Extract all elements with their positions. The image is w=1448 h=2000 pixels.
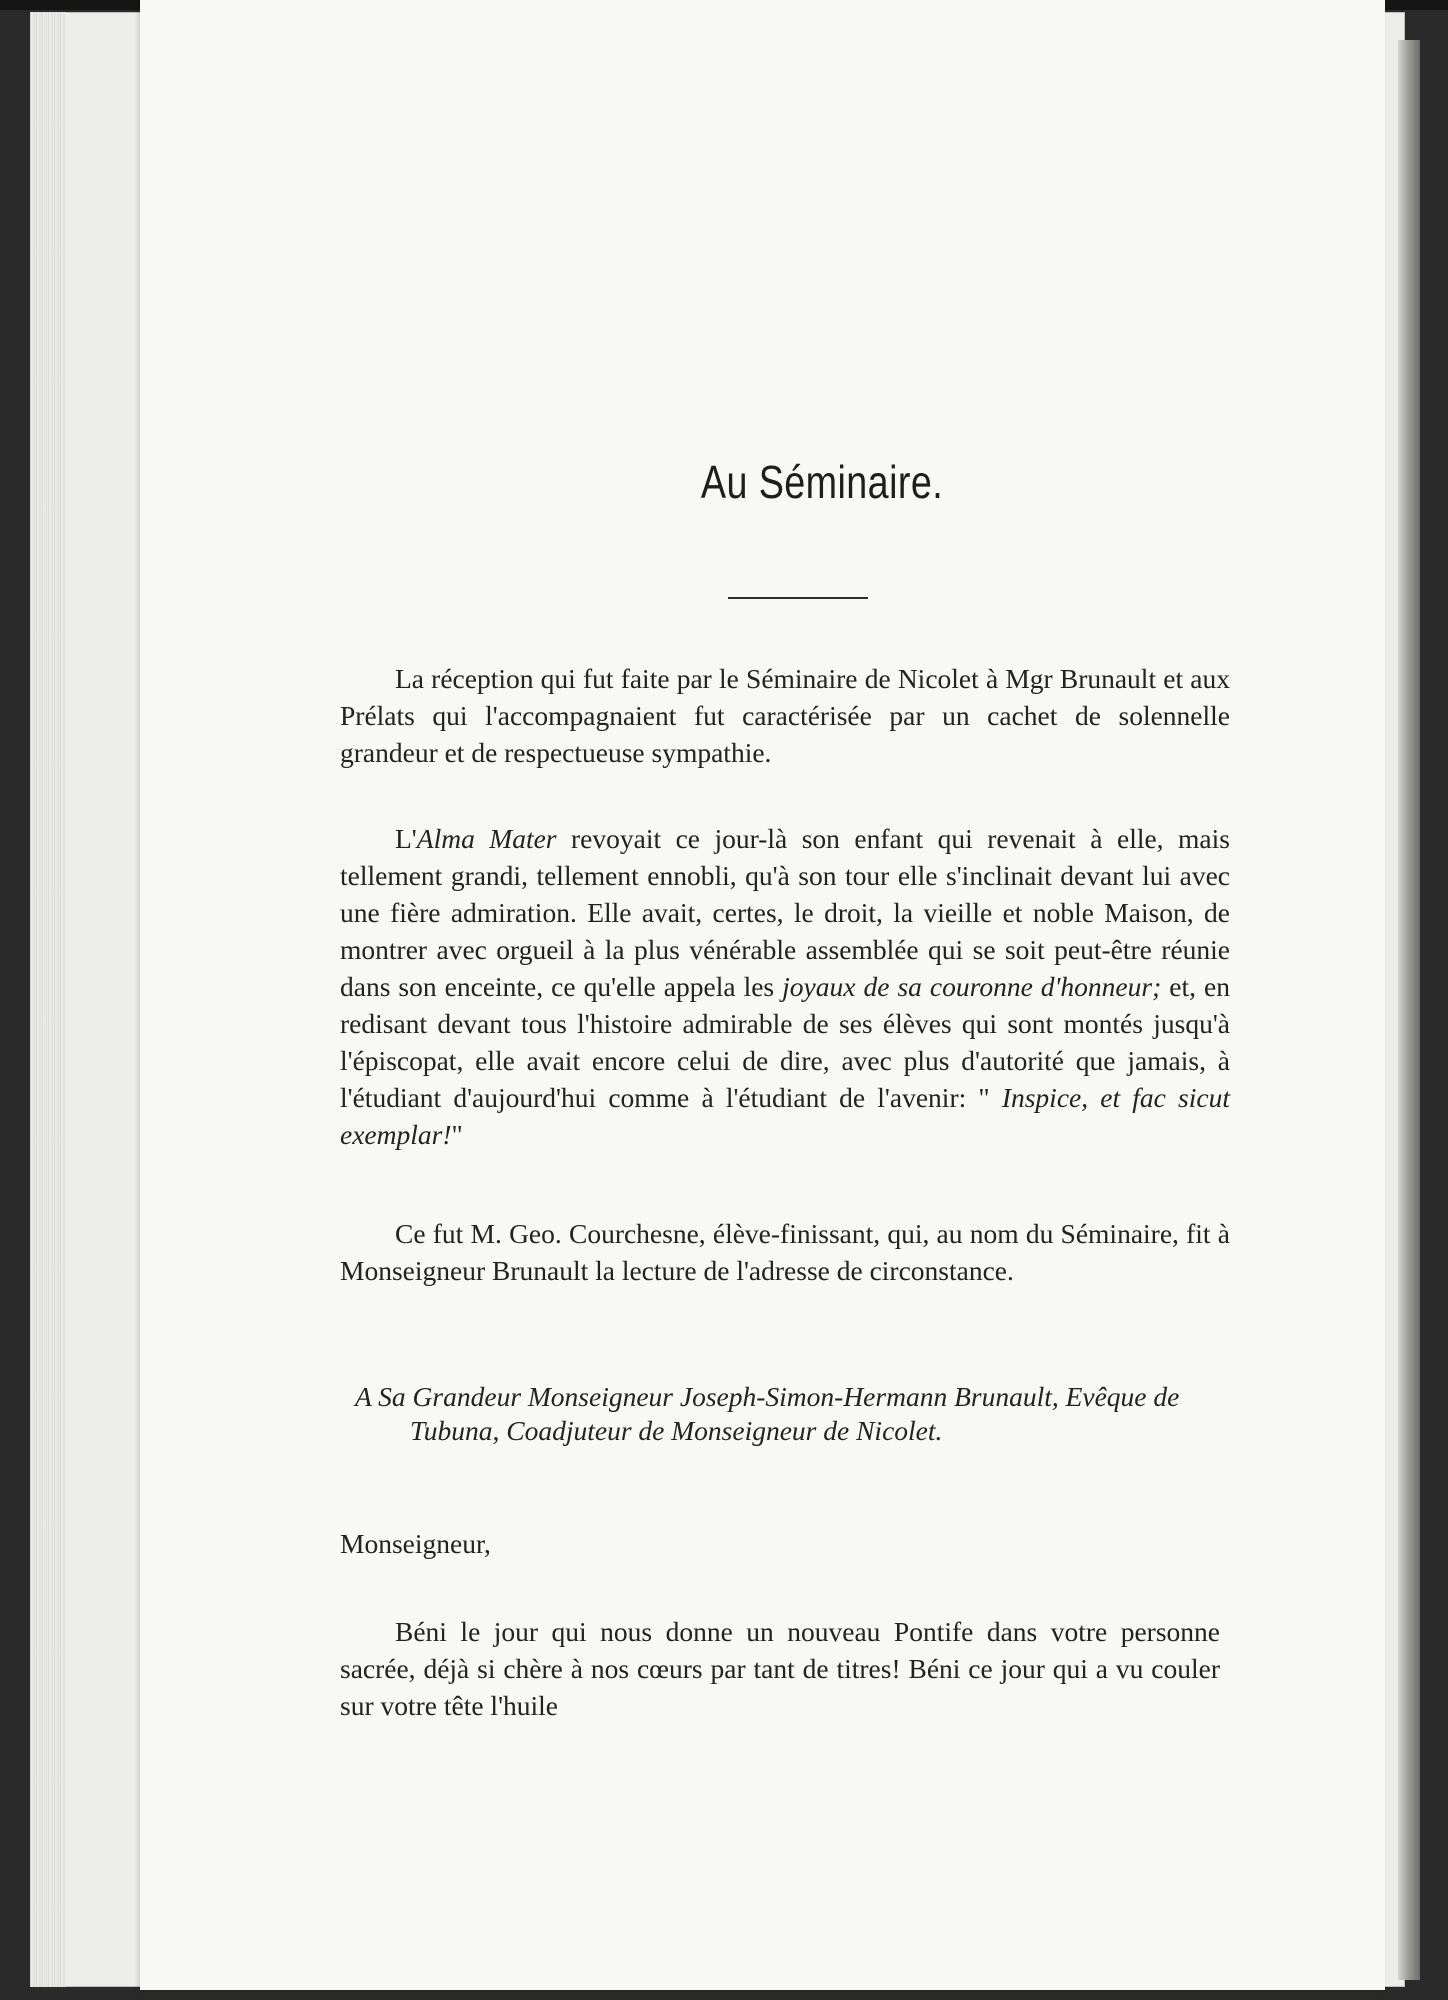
paragraph-alma-mater (340, 820, 1230, 1153)
p2-text-e: et, en redisant devant tous l'histoire admirable de ses élèves qui sont montés jusqu'à l'épiscopat, elle avait encore celui de dire, avec plus d'autorité que jamais, à l'étudiant d'aujourd'hui comme à l'étudiant de l'avenir: " (340, 971, 1230, 1113)
p2-text-c: revoyait ce jour-là son enfant qui revenait à elle, mais tellement grandi, tellement ennobli, qu'à son tour elle s'inclinait devant lui avec une fière admiration. Elle avait, certes, le droit, la vieille et noble Maison, de montrer avec orgueil à la plus vénérable assemblée qui se soit peut-être réunie dans son enceinte, ce qu'elle appela les (340, 823, 1230, 1002)
p2-italic-joyaux: joyaux de sa couronne d'honneur; (782, 971, 1162, 1002)
title-divider (728, 597, 868, 599)
paragraph-courchesne: Ce fut M. Geo. Courchesne, élève-finissant, qui, au nom du Séminaire, fit à Monseigneur Brunault la lecture de l'adresse de circonstance. (340, 1218, 1230, 1286)
p2-text-g: " (451, 1119, 463, 1150)
address-heading: A Sa Grandeur Monseigneur Joseph-Simon-Hermann Brunault, Evêque de Tubuna, Coadjuteur de Monseigneur de Nicolet. (355, 1381, 1180, 1446)
page-title: Au Séminaire. (700, 456, 944, 508)
page-edges-left (30, 12, 66, 1987)
page-edge-right (1398, 40, 1420, 1980)
p2-italic-latin-quote: Inspice, et fac sicut exemplar! (340, 1082, 1230, 1150)
p2-text-a: L' (395, 823, 417, 854)
paragraph-reception: La réception qui fut faite par le Séminaire de Nicolet à Mgr Brunault et aux Prélats qui l'accompagnaient fut caractérisée par un cachet de solennelle grandeur et de respectueuse sympathie. (340, 663, 1230, 768)
paragraph-beni: Béni le jour qui nous donne un nouveau Pontife dans votre personne sacrée, déjà si chère à nos cœurs par tant de titres! Béni ce jour qui a vu couler sur votre tête l'huile (340, 1616, 1220, 1721)
p2-italic-alma-mater: Alma Mater (416, 823, 557, 854)
salutation: Monseigneur, (340, 1528, 491, 1559)
